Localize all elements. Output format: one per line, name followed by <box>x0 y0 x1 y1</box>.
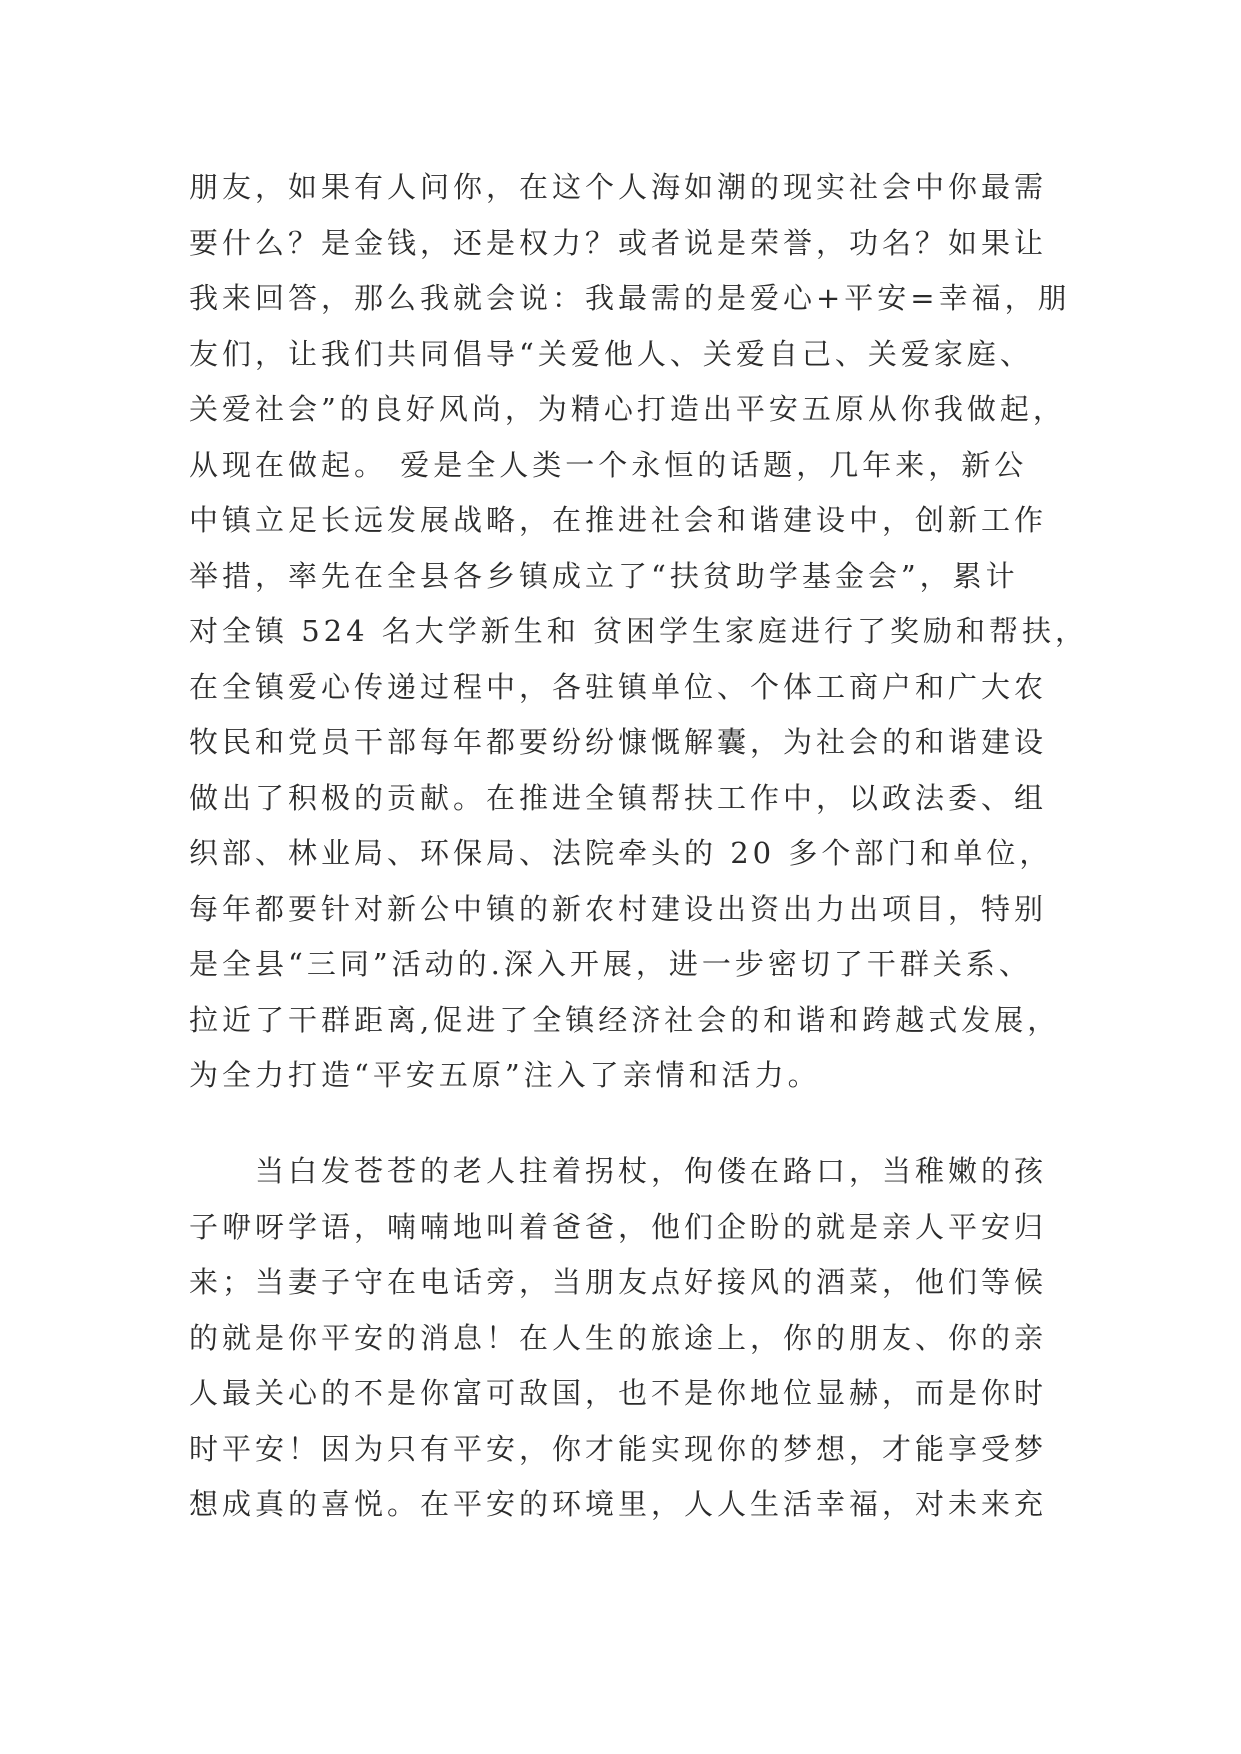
text-line: 当白发苍苍的老人拄着拐杖，佝偻在路口，当稚嫩的孩 <box>255 1154 1048 1188</box>
text-line: 举措，率先在全县各乡镇成立了“扶贫助学基金会”，累计 <box>189 558 1019 593</box>
text-line: 时平安！因为只有平安，你才能实现你的梦想，才能享受梦 <box>189 1431 1048 1466</box>
text-line: 我来回答，那么我就会说：我最需的是爱心+平安=幸福，朋 <box>189 281 1071 315</box>
text-line: 每年都要针对新公中镇的新农村建设出资出力出项目，特别 <box>189 891 1048 926</box>
text-line: 对全镇 524 名大学新生和 贫困学生家庭进行了奖励和帮扶， <box>189 614 1089 648</box>
text-line: 是全县“三同”活动的.深入开展，进一步密切了干群关系、 <box>189 947 1032 981</box>
text-line: 来；当妻子守在电话旁，当朋友点好接风的酒菜，他们等候 <box>189 1265 1048 1299</box>
text-line: 的就是你平安的消息！在人生的旅途上，你的朋友、你的亲 <box>189 1320 1048 1355</box>
paragraph-1 <box>189 160 1089 1104</box>
text-line: 关爱社会”的良好风尚，为精心打造出平安五原从你我做起， <box>189 392 1066 426</box>
text-line: 要什么？是金钱，还是权力？或者说是荣誉，功名？如果让 <box>189 225 1048 260</box>
text-line: 拉近了干群距离,促进了全镇经济社会的和谐和跨越式发展， <box>189 1002 1061 1037</box>
text-line: 做出了积极的贡献。在推进全镇帮扶工作中，以政法委、组 <box>189 780 1048 815</box>
text-line: 想成真的喜悦。在平安的环境里，人人生活幸福，对未来充 <box>189 1487 1048 1521</box>
text-line: 中镇立足长远发展战略，在推进社会和谐建设中，创新工作 <box>189 503 1048 537</box>
text-line: 牧民和党员干部每年都要纷纷慷慨解囊，为社会的和谐建设 <box>189 725 1048 759</box>
text-line: 朋友，如果有人问你，在这个人海如潮的现实社会中你最需 <box>189 170 1048 204</box>
text-line: 友们，让我们共同倡导“关爱他人、关爱自己、关爱家庭、 <box>189 336 1033 371</box>
text-line: 在全镇爱心传递过程中，各驻镇单位、个体工商户和广大农 <box>189 669 1048 704</box>
text-line: 子咿呀学语，喃喃地叫着爸爸，他们企盼的就是亲人平安归 <box>189 1209 1048 1244</box>
text-line: 从现在做起。 爱是全人类一个永恒的话题，几年来，新公 <box>189 447 1028 482</box>
paragraph-2 <box>189 1144 1049 1533</box>
text-line: 织部、林业局、环保局、法院牵头的 20 多个部门和单位， <box>189 836 1053 870</box>
text-line: 为全力打造“平安五原”注入了亲情和活力。 <box>189 1058 821 1092</box>
text-line: 人最关心的不是你富可敌国，也不是你地位显赫，而是你时 <box>189 1376 1048 1410</box>
